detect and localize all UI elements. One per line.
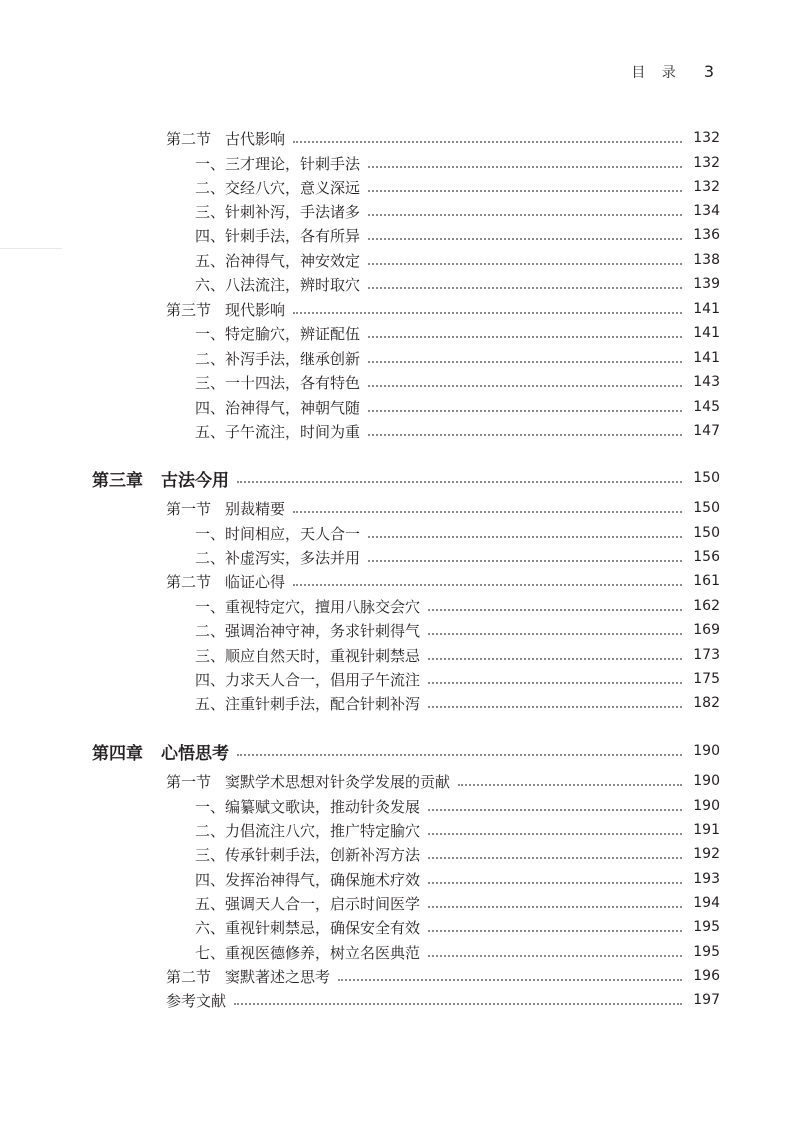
toc-entry-number: 第二节 — [166, 572, 212, 591]
dot-leader — [237, 480, 682, 483]
toc-item-row[interactable] — [195, 370, 720, 394]
toc-item-row[interactable] — [195, 940, 720, 964]
toc-entry-title: 五、治神得气，神安效定 — [195, 251, 361, 270]
toc-entry-title — [166, 771, 450, 792]
dot-leader — [293, 510, 682, 513]
toc-page-number: 169 — [693, 622, 720, 638]
toc-chapter-row[interactable] — [92, 739, 720, 763]
toc-entry-title: 三、针刺补泻，手法诸多 — [195, 202, 361, 221]
toc-item-row[interactable] — [195, 867, 720, 891]
dot-leader — [368, 335, 682, 338]
toc-entry-title: 二、强调治神守神，务求针刺得气 — [195, 621, 421, 640]
toc-entry-title: 六、八法流注，辨时取穴 — [195, 275, 361, 294]
toc-page-number: 161 — [693, 573, 720, 589]
toc-item-row[interactable] — [195, 667, 720, 691]
toc-page-number: 132 — [693, 130, 720, 146]
toc-entry-title: 二、补泻手法，继承创新 — [195, 349, 361, 368]
toc-entry-title: 三、顺应自然天时，重视针刺禁忌 — [195, 646, 421, 665]
dot-leader — [237, 753, 682, 756]
header-page-number: 3 — [703, 62, 714, 81]
dot-leader — [428, 705, 682, 708]
toc-entry-title: 三、传承针刺手法，创新补泻方法 — [195, 845, 421, 864]
dot-leader — [428, 808, 682, 811]
dot-leader — [428, 881, 682, 884]
toc-page-number: 190 — [693, 798, 720, 814]
dot-leader — [338, 978, 682, 981]
toc-section-row[interactable] — [166, 496, 720, 520]
toc-page-number: 196 — [693, 968, 720, 984]
toc-page-number: 132 — [693, 179, 720, 195]
dot-leader — [368, 433, 682, 436]
toc-item-row[interactable] — [195, 594, 720, 618]
toc-item-row[interactable] — [195, 842, 720, 866]
toc-page-number: 182 — [693, 695, 720, 711]
dot-leader — [293, 311, 682, 314]
dot-leader — [368, 384, 682, 387]
header-label: 目 录 — [631, 65, 682, 81]
toc-item-row[interactable] — [195, 223, 720, 247]
toc-entry-title — [166, 498, 285, 519]
toc-page-number: 175 — [693, 671, 720, 687]
toc-entry-title — [166, 128, 285, 149]
toc-item-row[interactable] — [195, 419, 720, 443]
toc-item-row[interactable] — [195, 248, 720, 272]
toc-item-row[interactable] — [195, 915, 720, 939]
dot-leader — [368, 237, 682, 240]
toc-entry-title: 二、交经八穴，意义深远 — [195, 178, 361, 197]
toc-item-row[interactable] — [195, 545, 720, 569]
toc-entry-number: 第二节 — [166, 129, 212, 148]
toc-entry-number: 第一节 — [166, 772, 212, 791]
dot-leader — [368, 535, 682, 538]
toc-item-row[interactable] — [195, 691, 720, 715]
toc-section-row[interactable] — [166, 297, 720, 321]
toc-entry-title — [92, 739, 229, 764]
dot-leader — [428, 832, 682, 835]
toc-page-number: 194 — [693, 895, 720, 911]
toc-item-row[interactable] — [195, 618, 720, 642]
toc-entry-number: 第三节 — [166, 300, 212, 319]
toc-item-row[interactable] — [195, 643, 720, 667]
toc-page-number: 193 — [693, 871, 720, 887]
toc-page-number: 190 — [693, 773, 720, 789]
dot-leader — [368, 213, 682, 216]
toc-entry-text: 窦默学术思想对针灸学发展的贡献 — [225, 772, 451, 791]
toc-page-number: 145 — [693, 399, 720, 415]
toc-entry-number: 第四章 — [92, 743, 143, 764]
toc-page-number: 141 — [693, 301, 720, 317]
toc-item-row[interactable] — [195, 346, 720, 370]
toc-entry-number: 第一节 — [166, 499, 212, 518]
toc-item-row[interactable] — [195, 199, 720, 223]
toc-entry-number: 第三章 — [92, 470, 143, 491]
toc-item-row[interactable] — [195, 151, 720, 175]
toc-entry-text: 别裁精要 — [225, 499, 286, 518]
dot-leader — [428, 954, 682, 957]
toc-page-number: 192 — [693, 846, 720, 862]
toc-page-number: 150 — [693, 525, 720, 541]
toc-item-row[interactable] — [195, 891, 720, 915]
toc-page-number: 134 — [693, 203, 720, 219]
toc-entry-text: 现代影响 — [225, 300, 286, 319]
toc-page-number: 173 — [693, 647, 720, 663]
dot-leader — [458, 783, 682, 786]
dot-leader — [368, 165, 682, 168]
toc-page-number: 141 — [693, 325, 720, 341]
dot-leader — [428, 856, 682, 859]
toc-item-row[interactable] — [195, 175, 720, 199]
toc-section-row[interactable] — [166, 769, 720, 793]
toc-entry-text: 临证心得 — [225, 572, 286, 591]
toc-section-row[interactable] — [166, 126, 720, 150]
dot-leader — [234, 1002, 682, 1005]
toc-item-row[interactable] — [195, 321, 720, 345]
dot-leader — [428, 632, 682, 635]
toc-page-number: 156 — [693, 549, 720, 565]
toc-entry-title — [92, 466, 229, 491]
toc-entry-title: 一、三才理论，针刺手法 — [195, 154, 361, 173]
toc-entry-title: 三、一十四法，各有特色 — [195, 373, 361, 392]
toc-entry-text: 古代影响 — [225, 129, 286, 148]
toc-entry-title: 参考文献 — [166, 991, 227, 1010]
toc-entry-title — [166, 571, 285, 592]
toc-item-row[interactable] — [195, 794, 720, 818]
toc-entry-title: 二、补虚泻实，多法并用 — [195, 548, 361, 567]
toc-entry-text: 心悟思考 — [161, 743, 229, 764]
toc-item-row[interactable] — [195, 395, 720, 419]
toc-page-number: 150 — [693, 500, 720, 516]
toc-entry-title: 一、编纂赋文歌诀，推动针灸发展 — [195, 797, 421, 816]
dot-leader — [428, 681, 682, 684]
running-header — [631, 62, 714, 82]
toc-page-number: 190 — [693, 743, 720, 759]
toc-plain-row[interactable] — [166, 988, 720, 1012]
dot-leader — [428, 929, 682, 932]
toc-entry-title: 六、重视针刺禁忌，确保安全有效 — [195, 918, 421, 937]
toc-entry-title: 一、时间相应，天人合一 — [195, 524, 361, 543]
dot-leader — [368, 360, 682, 363]
dot-leader — [368, 409, 682, 412]
toc-entry-number: 第二节 — [166, 967, 212, 986]
dot-leader — [293, 583, 682, 586]
toc-entry-title: 七、重视医德修养，树立名医典范 — [195, 943, 421, 962]
dot-leader — [368, 189, 682, 192]
toc-page-number: 162 — [693, 598, 720, 614]
toc-page-number: 132 — [693, 155, 720, 171]
toc-page-number: 136 — [693, 227, 720, 243]
toc-entry-title: 一、重视特定穴，擅用八脉交会穴 — [195, 597, 421, 616]
toc-entry-title: 二、力倡流注八穴，推广特定腧穴 — [195, 821, 421, 840]
toc-page-number: 195 — [693, 919, 720, 935]
toc-page-number: 138 — [693, 252, 720, 268]
dot-leader — [293, 140, 682, 143]
dot-leader — [368, 559, 682, 562]
toc-entry-title: 四、发挥治神得气，确保施术疗效 — [195, 870, 421, 889]
toc-entry-title — [166, 966, 330, 987]
dot-leader — [368, 262, 682, 265]
dot-leader — [428, 608, 682, 611]
toc-entry-title: 四、针刺手法，各有所异 — [195, 226, 361, 245]
toc-entry-text: 古法今用 — [161, 470, 229, 491]
toc-chapter-row[interactable] — [92, 466, 720, 490]
toc-entry-title: 五、注重针刺手法，配合针刺补泻 — [195, 694, 421, 713]
toc-page-number: 191 — [693, 822, 720, 838]
toc-entry-text: 窦默著述之思考 — [225, 967, 331, 986]
toc-page-number: 150 — [693, 470, 720, 486]
toc-item-row[interactable] — [195, 272, 720, 296]
toc-page-number: 139 — [693, 276, 720, 292]
toc-page-number: 143 — [693, 374, 720, 390]
toc-section-row[interactable] — [166, 964, 720, 988]
toc-entry-title: 四、治神得气，神朝气随 — [195, 398, 361, 417]
toc-page-number: 147 — [693, 423, 720, 439]
dot-leader — [428, 657, 682, 660]
toc-item-row[interactable] — [195, 818, 720, 842]
dot-leader — [428, 905, 682, 908]
toc-page-number: 197 — [693, 992, 720, 1008]
toc-entry-title: 五、子午流注，时间为重 — [195, 422, 361, 441]
toc-entry-title: 五、强调天人合一，启示时间医学 — [195, 894, 421, 913]
dot-leader — [368, 286, 682, 289]
toc-page-number: 195 — [693, 944, 720, 960]
toc-entry-title: 一、特定腧穴，辨证配伍 — [195, 324, 361, 343]
toc-section-row[interactable] — [166, 569, 720, 593]
toc-entry-title — [166, 299, 285, 320]
toc-entry-title: 四、力求天人合一，倡用子午流注 — [195, 670, 421, 689]
toc-item-row[interactable] — [195, 521, 720, 545]
margin-mark — [0, 248, 62, 249]
toc-page-number: 141 — [693, 350, 720, 366]
